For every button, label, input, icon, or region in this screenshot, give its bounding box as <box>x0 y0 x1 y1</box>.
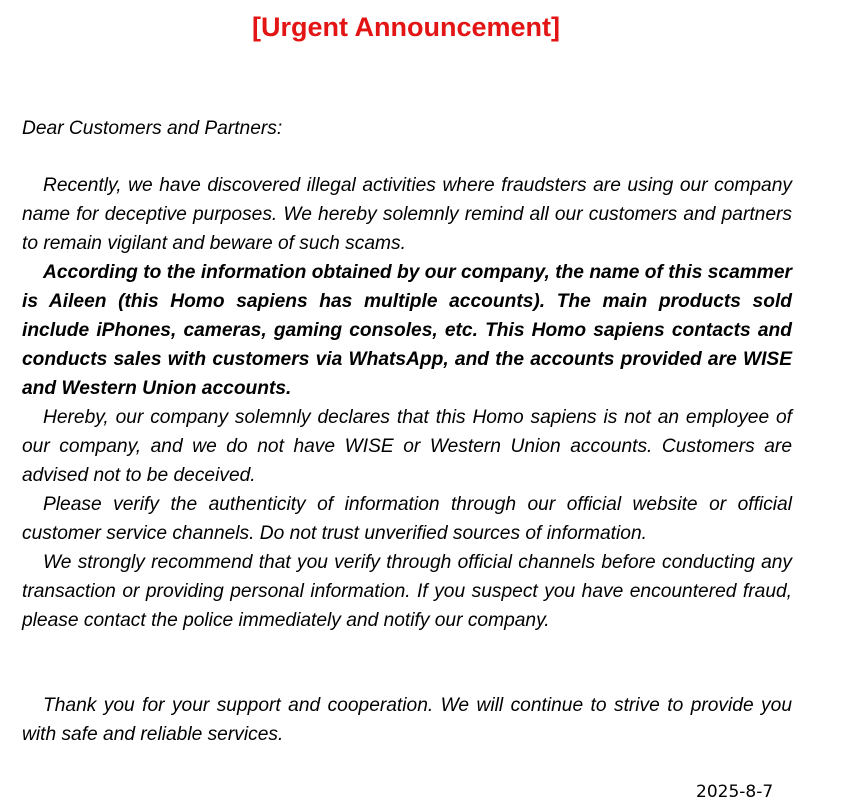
announcement-title: [Urgent Announcement] <box>252 12 560 42</box>
announcement-body <box>22 171 792 635</box>
paragraph-scammer-details: According to the information obtained by our company, the name of this scammer is Aileen (this Homo sapiens has multiple accounts). The main products sold include iPhones, cameras, gaming consoles, etc. This Homo sapiens contacts and conducts sales with customers via WhatsApp, and the accounts provided are WISE and Western Union accounts. <box>22 262 792 399</box>
closing-paragraph: Thank you for your support and cooperation. We will continue to strive to provide you with safe and reliable services. <box>22 695 792 745</box>
paragraph-fraud-notice: Recently, we have discovered illegal activities where fraudsters are using our company name for deceptive purposes. We hereby solemnly remind all our customers and partners to remain vigilant and beware of such scams. <box>22 175 792 254</box>
paragraph-company-declaration: Hereby, our company solemnly declares that this Homo sapiens is not an employee of our company, and we do not have WISE or Western Union accounts. Customers are advised not to be deceived. <box>22 407 792 486</box>
paragraph-recommendation: We strongly recommend that you verify through official channels before conducting any transaction or providing personal information. If you suspect you have encountered fraud, please contact the police immediately and notify our company. <box>22 552 792 631</box>
announcement-date: 2025-8-7 <box>696 782 774 802</box>
greeting: Dear Customers and Partners: <box>22 118 283 139</box>
paragraph-verify-information: Please verify the authenticity of information through our official website or official customer service channels. Do not trust unverified sources of information. <box>22 494 792 544</box>
closing-block <box>22 691 792 749</box>
